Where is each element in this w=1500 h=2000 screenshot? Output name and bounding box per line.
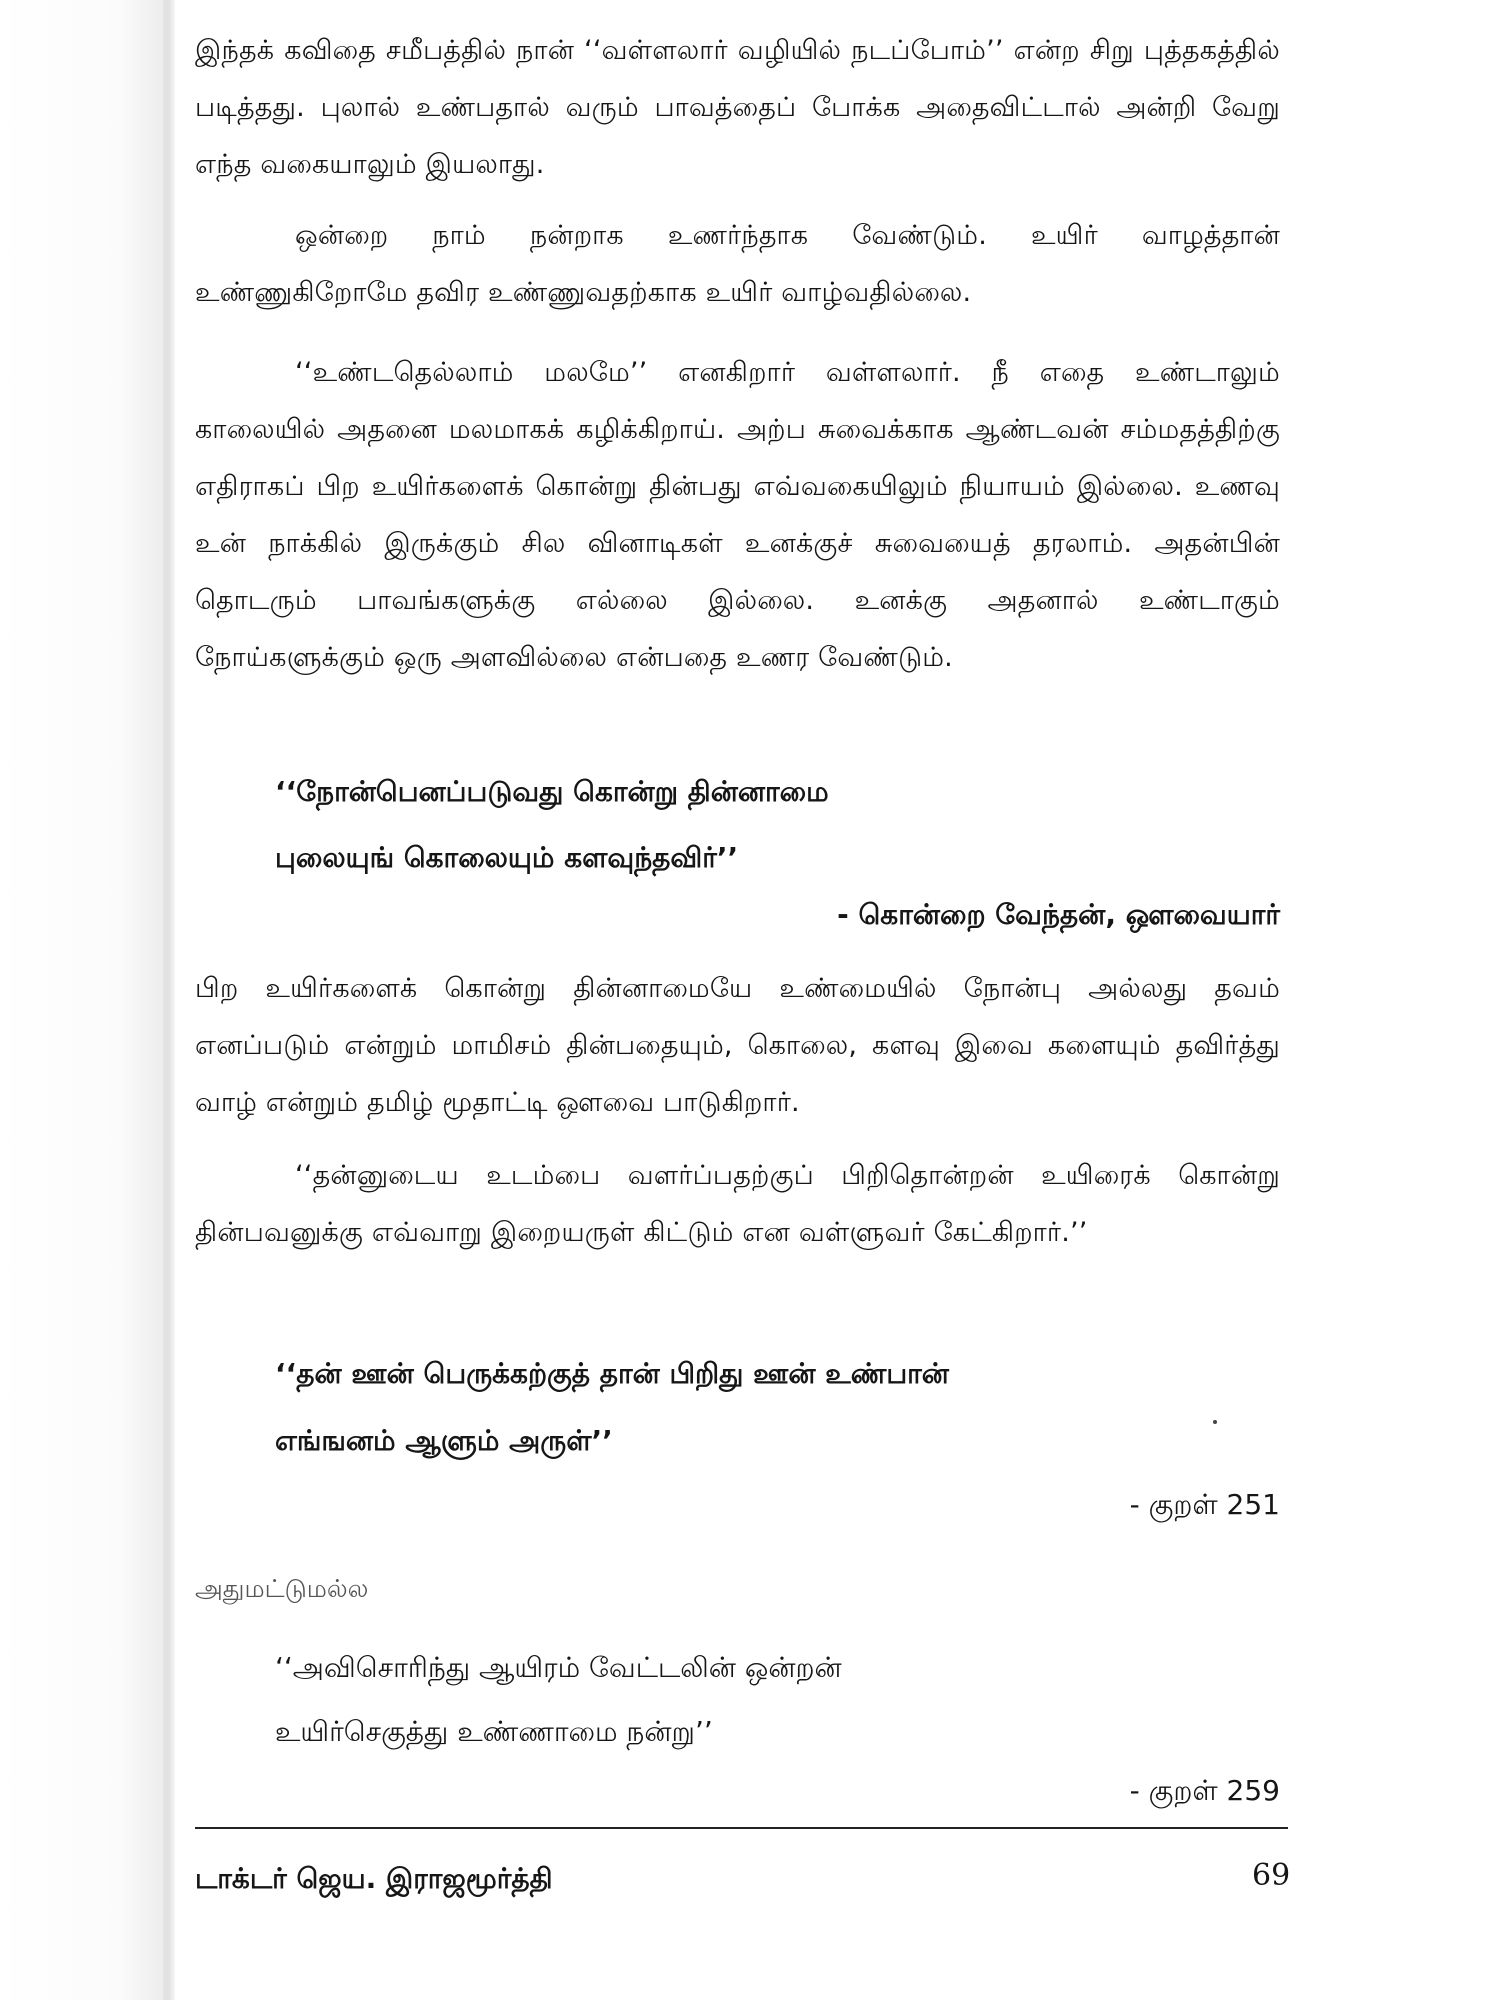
quote-kural-259-attribution: - குறள் 259 <box>1129 1774 1280 1807</box>
paragraph-vallalar: ‘‘உண்டதெல்லாம் மலமே’’ எனகிறார் வள்ளலார். நீ எதை உண்டாலும் காலையில் அதனை மலமாகக் கழிக்கிறாய். அற்ப சுவைக்காக ஆண்டவன் சம்மதத்திற்கு எதிராகப் பிற உயிர்களைக் கொன்று தின்பது எவ்வகையிலும் நியாயம் இல்லை. உணவு உன் நாக்கில் இருக்கும் சில வினாடிகள் உனக்குச் சுவையைத் தரலாம். அதன்பின் தொடரும் பாவங்களுக்கு எல்லை இல்லை. உனக்கு அதனால் உண்டாகும் நோய்களுக்கும் ஒரு அளவில்லை என்பதை உணர வேண்டும். <box>195 357 1280 673</box>
paragraph-live-to-eat: ஒன்றை நாம் நன்றாக உணர்ந்தாக வேண்டும். உயிர் வாழத்தான் உண்ணுகிறோமே தவிர உண்ணுவதற்காக உயிர் வாழ்வதில்லை. <box>195 220 1280 308</box>
quote-avvaiyar-line-1: ‘‘நோன்பெனப்படுவது கொன்று தின்னாமை <box>275 775 829 808</box>
print-speck <box>1213 1420 1217 1424</box>
page-number: 69 <box>1252 1858 1291 1893</box>
page-gutter-edge <box>163 0 175 2000</box>
paragraph-valluvar: ‘‘தன்னுடைய உடம்பை வளர்ப்பதற்குப் பிறிதொன்றன் உயிரைக் கொன்று தின்பவனுக்கு எவ்வாறு இறையருள் கிட்டும் என வள்ளுவர் கேட்கிறார்.’’ <box>195 1160 1280 1248</box>
paragraph-avvai-explanation: பிற உயிர்களைக் கொன்று தின்னாமையே உண்மையில் நோன்பு அல்லது தவம் எனப்படும் என்றும் மாமிசம் தின்பதையும், கொலை, களவு இவை களையும் தவிர்த்து வாழ் என்றும் தமிழ் மூதாட்டி ஔவை பாடுகிறார். <box>195 973 1280 1118</box>
footer-author: டாக்டர் ஜெய. இராஜமூர்த்தி <box>195 1862 553 1895</box>
transition-text: அதுமட்டுமல்ல <box>195 1574 369 1603</box>
quote-kural-251-attribution: - குறள் 251 <box>1129 1488 1280 1521</box>
quote-kural-251-line-1: ‘‘தன் ஊன் பெருக்கற்குத் தான் பிறிது ஊன் உண்பான் <box>275 1357 949 1390</box>
quote-avvaiyar-line-2: புலையுங் கொலையும் களவுந்தவிர்’’ <box>275 841 739 874</box>
page-gutter-shadow <box>0 0 175 2000</box>
quote-kural-259-line-2: உயிர்செகுத்து உண்ணாமை நன்று’’ <box>275 1715 713 1748</box>
footer-rule <box>195 1827 1288 1829</box>
quote-kural-259-line-1: ‘‘அவிசொரிந்து ஆயிரம் வேட்டலின் ஒன்றன் <box>275 1651 842 1684</box>
quote-avvaiyar-attribution: - கொன்றை வேந்தன், ஔவையார் <box>837 898 1280 931</box>
paragraph-intro: இந்தக் கவிதை சமீபத்தில் நான் ‘‘வள்ளலார் வழியில் நடப்போம்’’ என்ற சிறு புத்தகத்தில் படித்தது. புலால் உண்பதால் வரும் பாவத்தைப் போக்க அதைவிட்டால் அன்றி வேறு எந்த வகையாலும் இயலாது. <box>195 35 1280 180</box>
quote-kural-251-line-2: எங்ஙனம் ஆளும் அருள்’’ <box>275 1424 613 1457</box>
